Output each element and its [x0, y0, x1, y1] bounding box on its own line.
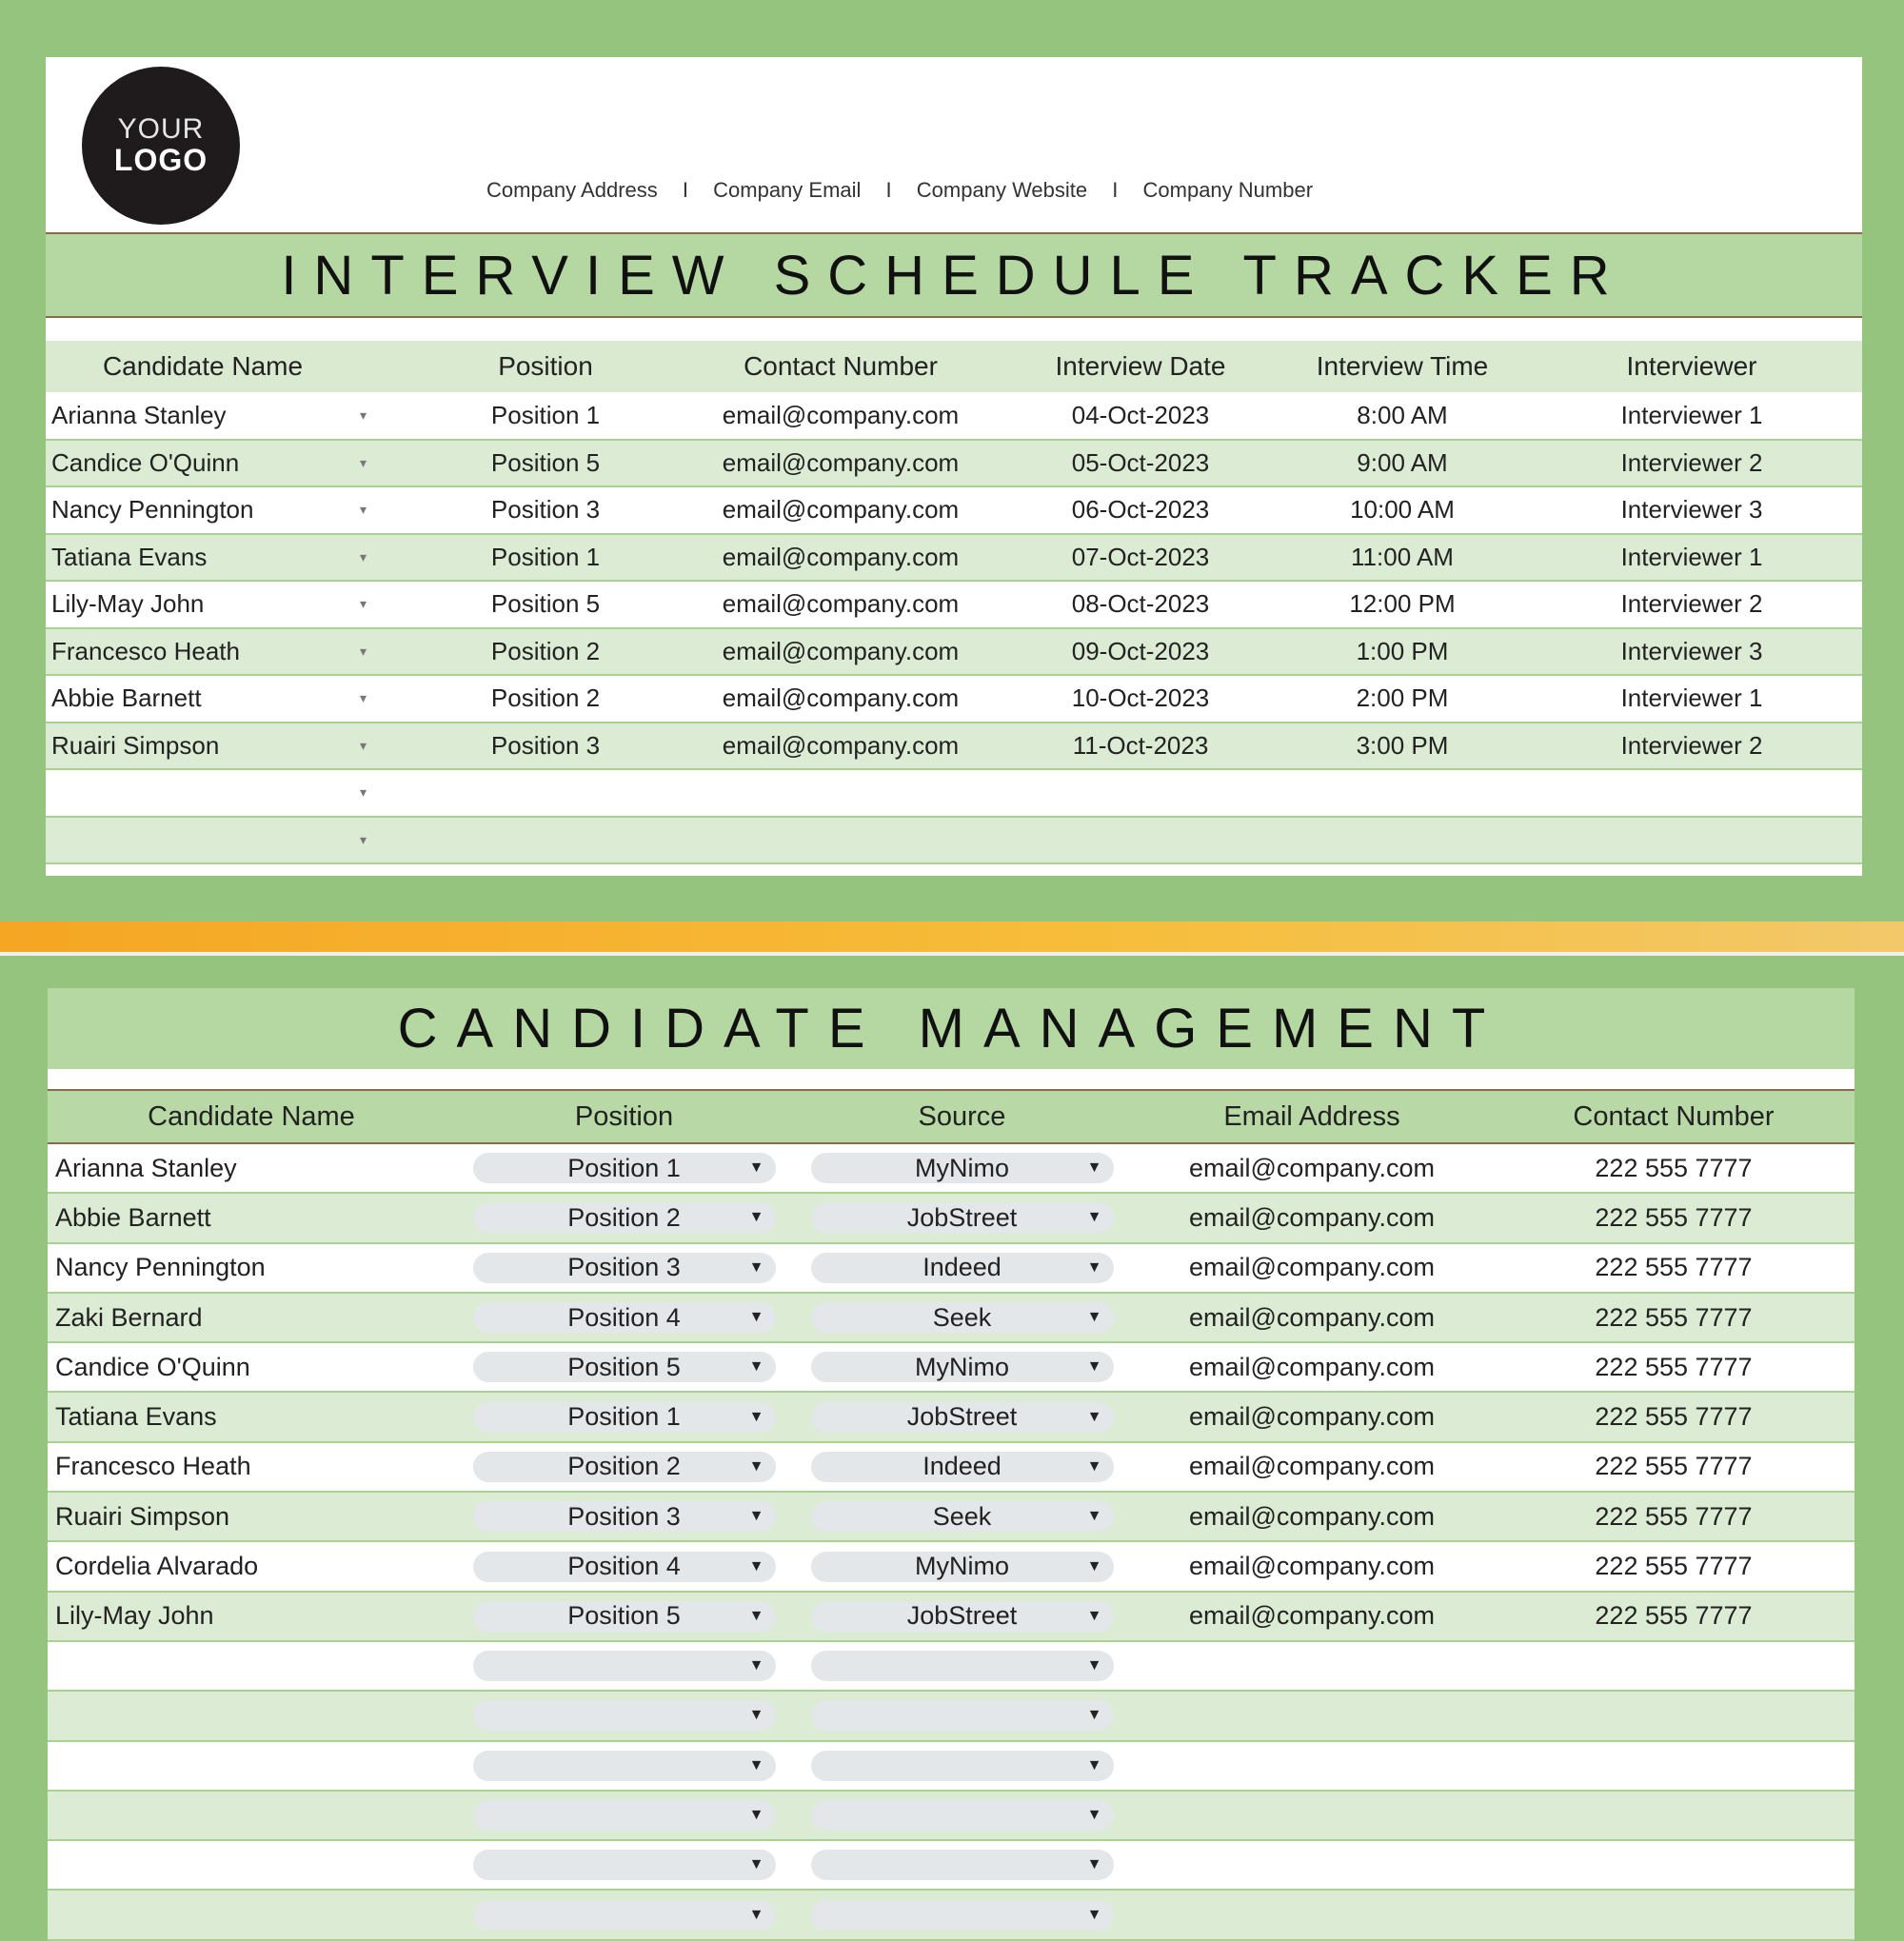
position-dropdown-value: Position 5	[567, 1352, 681, 1381]
candidate-row	[48, 1243, 1854, 1293]
position-dropdown[interactable]	[473, 1501, 776, 1532]
candidate-cell-email[interactable]: email@company.com	[1131, 1442, 1493, 1492]
candidate-cell-email[interactable]: email@company.com	[1131, 1392, 1493, 1441]
interview-cell-time[interactable]: 2:00 PM	[1283, 675, 1521, 723]
interview-cell-interviewer[interactable]: Interviewer 2	[1521, 440, 1862, 487]
interview-cell-position[interactable]	[407, 817, 684, 864]
interview-cell-candidate-name[interactable]: Tatiana Evans	[46, 534, 360, 582]
candidate-cell-position-dropdown	[455, 1342, 793, 1392]
candidate-cell-source-dropdown	[793, 1840, 1131, 1890]
candidate-table	[48, 1089, 1854, 1941]
source-dropdown[interactable]	[811, 1352, 1114, 1382]
candidate-cell-position-dropdown	[455, 1143, 793, 1193]
chevron-down-icon[interactable]: ▼	[748, 1607, 764, 1624]
candidate-cell-position-dropdown	[455, 1890, 793, 1939]
position-dropdown-value: Position 4	[567, 1552, 681, 1581]
candidate-cell-position-dropdown	[455, 1840, 793, 1890]
source-dropdown-value: JobStreet	[906, 1402, 1018, 1432]
candidate-row	[48, 1342, 1854, 1392]
header-email-address: Email Address	[1131, 1090, 1493, 1143]
interview-cell-candidate-name[interactable]: Lily-May John	[46, 581, 360, 628]
candidate-cell-name[interactable]: Ruairi Simpson	[48, 1492, 455, 1541]
candidate-row	[48, 1741, 1854, 1791]
position-dropdown-value: Position 2	[567, 1452, 681, 1481]
candidate-title: CANDIDATE MANAGEMENT	[397, 998, 1505, 1060]
spacer	[46, 318, 1862, 341]
company-address: Company Address	[486, 178, 658, 202]
candidate-cell-name[interactable]	[48, 1641, 455, 1691]
position-dropdown-value: Position 3	[567, 1253, 681, 1282]
candidate-cell-contact-number[interactable]: 222 555 7777	[1493, 1442, 1854, 1492]
interview-cell-time[interactable]: 12:00 PM	[1283, 581, 1521, 628]
interview-cell-date[interactable]: 08-Oct-2023	[998, 581, 1283, 628]
candidate-cell-email[interactable]	[1131, 1791, 1493, 1840]
header-contact-number: Contact Number	[684, 341, 998, 392]
position-dropdown[interactable]	[473, 1352, 776, 1382]
chevron-down-icon[interactable]: ▼	[1086, 1657, 1102, 1674]
interview-cell-interviewer[interactable]: Interviewer 1	[1521, 675, 1862, 723]
candidate-cell-email[interactable]	[1131, 1890, 1493, 1939]
candidate-cell-name[interactable]: Cordelia Alvarado	[48, 1541, 455, 1591]
chevron-down-icon[interactable]: ▼	[1086, 1209, 1102, 1226]
interview-cell-contact[interactable]: email@company.com	[684, 581, 998, 628]
dropdown-arrow-icon[interactable]: ▾	[360, 392, 407, 440]
source-dropdown-value: JobStreet	[906, 1601, 1018, 1631]
candidate-cell-name[interactable]	[48, 1840, 455, 1890]
candidate-cell-contact-number[interactable]: 222 555 7777	[1493, 1293, 1854, 1342]
candidate-cell-email[interactable]: email@company.com	[1131, 1541, 1493, 1591]
chevron-down-icon[interactable]: ▼	[1086, 1707, 1102, 1724]
source-dropdown[interactable]	[811, 1651, 1114, 1681]
interview-cell-interviewer[interactable]: Interviewer 3	[1521, 486, 1862, 534]
candidate-cell-source-dropdown	[793, 1641, 1131, 1691]
logo-text-logo: LOGO	[113, 142, 208, 177]
position-dropdown[interactable]	[473, 1253, 776, 1283]
company-contact-line	[486, 178, 1313, 203]
candidate-cell-email[interactable]: email@company.com	[1131, 1592, 1493, 1641]
interview-cell-time[interactable]: 11:00 AM	[1283, 534, 1521, 582]
dropdown-arrow-icon[interactable]: ▾	[360, 440, 407, 487]
interview-row	[46, 675, 1862, 723]
dropdown-arrow-icon[interactable]: ▾	[360, 534, 407, 582]
interview-cell-date[interactable]: 11-Oct-2023	[998, 723, 1283, 770]
interview-cell-candidate-name[interactable]: Arianna Stanley	[46, 392, 360, 440]
interview-row	[46, 817, 1862, 864]
candidate-cell-position-dropdown	[455, 1492, 793, 1541]
candidate-cell-position-dropdown	[455, 1293, 793, 1342]
interview-cell-date[interactable]: 07-Oct-2023	[998, 534, 1283, 582]
interview-cell-interviewer[interactable]: Interviewer 1	[1521, 392, 1862, 440]
candidate-row	[48, 1592, 1854, 1641]
source-dropdown[interactable]	[811, 1153, 1114, 1183]
chevron-down-icon[interactable]: ▼	[1086, 1358, 1102, 1376]
candidate-cell-name[interactable]: Nancy Pennington	[48, 1243, 455, 1293]
interview-cell-interviewer[interactable]: Interviewer 3	[1521, 628, 1862, 676]
candidate-row	[48, 1890, 1854, 1939]
interview-cell-contact[interactable]: email@company.com	[684, 675, 998, 723]
chevron-down-icon[interactable]: ▼	[748, 1508, 764, 1525]
interview-row	[46, 440, 1862, 487]
position-dropdown-value: Position 1	[567, 1153, 681, 1182]
position-dropdown[interactable]	[473, 1202, 776, 1233]
interview-cell-date[interactable]	[998, 817, 1283, 864]
interview-cell-candidate-name[interactable]: Candice O'Quinn	[46, 440, 360, 487]
interview-cell-time[interactable]: 8:00 AM	[1283, 392, 1521, 440]
candidate-cell-position-dropdown	[455, 1741, 793, 1791]
interview-cell-time[interactable]: 3:00 PM	[1283, 723, 1521, 770]
header-interview-time: Interview Time	[1283, 341, 1521, 392]
candidate-cell-email[interactable]	[1131, 1641, 1493, 1691]
candidate-row	[48, 1641, 1854, 1691]
candidate-cell-contact-number[interactable]: 222 555 7777	[1493, 1541, 1854, 1591]
position-dropdown[interactable]	[473, 1900, 776, 1931]
interview-cell-date[interactable]: 10-Oct-2023	[998, 675, 1283, 723]
dropdown-arrow-icon[interactable]: ▾	[360, 675, 407, 723]
chevron-down-icon[interactable]: ▼	[748, 1209, 764, 1226]
position-dropdown[interactable]	[473, 1700, 776, 1731]
header-interviewer: Interviewer	[1521, 341, 1862, 392]
company-logo	[82, 67, 240, 225]
candidate-cell-name[interactable]	[48, 1741, 455, 1791]
company-email: Company Email	[713, 178, 862, 202]
dropdown-arrow-icon[interactable]: ▾	[360, 769, 407, 817]
candidate-cell-source-dropdown	[793, 1741, 1131, 1791]
candidate-row	[48, 1442, 1854, 1492]
position-dropdown[interactable]	[473, 1552, 776, 1582]
source-dropdown[interactable]	[811, 1402, 1114, 1433]
candidate-cell-email[interactable]: email@company.com	[1131, 1342, 1493, 1392]
candidate-cell-name[interactable]: Tatiana Evans	[48, 1392, 455, 1441]
source-dropdown[interactable]	[811, 1800, 1114, 1831]
separator: I	[885, 178, 892, 202]
chevron-down-icon[interactable]: ▼	[748, 1159, 764, 1177]
candidate-cell-contact-number[interactable]	[1493, 1890, 1854, 1939]
candidate-cell-contact-number[interactable]	[1493, 1840, 1854, 1890]
candidate-header-row	[48, 1090, 1854, 1143]
candidate-cell-name[interactable]: Lily-May John	[48, 1592, 455, 1641]
position-dropdown[interactable]	[473, 1850, 776, 1880]
chevron-down-icon[interactable]: ▼	[748, 1457, 764, 1475]
position-dropdown[interactable]	[473, 1800, 776, 1831]
chevron-down-icon[interactable]: ▼	[1086, 1807, 1102, 1823]
chevron-down-icon[interactable]: ▼	[748, 1309, 764, 1326]
candidate-cell-contact-number[interactable]	[1493, 1641, 1854, 1691]
chevron-down-icon[interactable]: ▼	[1086, 1159, 1102, 1177]
spacer	[48, 1069, 1854, 1089]
candidate-cell-source-dropdown	[793, 1143, 1131, 1193]
source-dropdown[interactable]	[811, 1601, 1114, 1632]
candidate-cell-source-dropdown	[793, 1541, 1131, 1591]
position-dropdown-value: Position 5	[567, 1601, 681, 1631]
dropdown-arrow-icon[interactable]: ▾	[360, 486, 407, 534]
interview-cell-date[interactable]: 09-Oct-2023	[998, 628, 1283, 676]
candidate-cell-contact-number[interactable]: 222 555 7777	[1493, 1492, 1854, 1541]
interview-cell-position[interactable]: Position 3	[407, 723, 684, 770]
source-dropdown[interactable]	[811, 1700, 1114, 1731]
dropdown-arrow-icon[interactable]: ▾	[360, 723, 407, 770]
chevron-down-icon[interactable]: ▼	[1086, 1309, 1102, 1326]
position-dropdown[interactable]	[473, 1751, 776, 1781]
interview-cell-candidate-name[interactable]: Francesco Heath	[46, 628, 360, 676]
chevron-down-icon[interactable]: ▼	[1086, 1906, 1102, 1923]
interview-cell-position[interactable]: Position 2	[407, 675, 684, 723]
interview-cell-interviewer[interactable]: Interviewer 2	[1521, 581, 1862, 628]
candidate-cell-contact-number[interactable]	[1493, 1691, 1854, 1740]
position-dropdown-value: Position 4	[567, 1302, 681, 1332]
chevron-down-icon[interactable]: ▼	[748, 1906, 764, 1923]
interview-cell-time[interactable]	[1283, 769, 1521, 817]
dropdown-arrow-icon[interactable]: ▾	[360, 581, 407, 628]
interview-cell-candidate-name[interactable]: Nancy Pennington	[46, 486, 360, 534]
position-dropdown[interactable]	[473, 1402, 776, 1433]
position-dropdown[interactable]	[473, 1651, 776, 1681]
source-dropdown-value: Indeed	[922, 1253, 1002, 1282]
chevron-down-icon[interactable]: ▼	[748, 1258, 764, 1276]
separator: I	[1112, 178, 1119, 202]
candidate-cell-position-dropdown	[455, 1243, 793, 1293]
source-dropdown-value: JobStreet	[906, 1202, 1018, 1232]
candidate-cell-contact-number[interactable]: 222 555 7777	[1493, 1143, 1854, 1193]
candidate-management-panel	[48, 988, 1854, 1923]
source-dropdown-value: Seek	[932, 1501, 992, 1531]
position-dropdown-value: Position 3	[567, 1501, 681, 1531]
candidate-cell-source-dropdown	[793, 1890, 1131, 1939]
candidate-cell-name[interactable]: Arianna Stanley	[48, 1143, 455, 1193]
interview-header-row	[46, 341, 1862, 392]
interview-cell-contact[interactable]: email@company.com	[684, 534, 998, 582]
source-dropdown[interactable]	[811, 1302, 1114, 1333]
interview-row	[46, 534, 1862, 582]
candidate-row	[48, 1492, 1854, 1541]
section-divider	[0, 921, 1904, 954]
interview-schedule-panel	[46, 57, 1862, 876]
position-dropdown-value: Position 1	[567, 1402, 681, 1432]
header-interview-date: Interview Date	[998, 341, 1283, 392]
candidate-cell-name[interactable]	[48, 1791, 455, 1840]
candidate-row	[48, 1791, 1854, 1840]
candidate-cell-source-dropdown	[793, 1592, 1131, 1641]
interview-cell-date[interactable]	[998, 769, 1283, 817]
candidate-row	[48, 1293, 1854, 1342]
source-dropdown-value: Indeed	[922, 1452, 1002, 1481]
candidate-cell-source-dropdown	[793, 1392, 1131, 1441]
interview-cell-contact[interactable]: email@company.com	[684, 440, 998, 487]
candidate-cell-position-dropdown	[455, 1791, 793, 1840]
interview-row	[46, 723, 1862, 770]
chevron-down-icon[interactable]: ▼	[748, 1408, 764, 1425]
interview-cell-position[interactable]: Position 2	[407, 628, 684, 676]
candidate-cell-name[interactable]: Candice O'Quinn	[48, 1342, 455, 1392]
interview-cell-time[interactable]	[1283, 817, 1521, 864]
interview-cell-candidate-name[interactable]	[46, 817, 360, 864]
candidate-cell-name[interactable]: Francesco Heath	[48, 1442, 455, 1492]
company-header	[46, 57, 1862, 234]
interview-cell-candidate-name[interactable]: Ruairi Simpson	[46, 723, 360, 770]
header-position: Position	[407, 341, 684, 392]
interview-row	[46, 486, 1862, 534]
candidate-cell-position-dropdown	[455, 1193, 793, 1242]
interview-cell-time[interactable]: 10:00 AM	[1283, 486, 1521, 534]
candidate-cell-source-dropdown	[793, 1791, 1131, 1840]
candidate-cell-email[interactable]: email@company.com	[1131, 1293, 1493, 1342]
interview-cell-contact[interactable]	[684, 769, 998, 817]
interview-cell-interviewer[interactable]	[1521, 769, 1862, 817]
candidate-cell-contact-number[interactable]: 222 555 7777	[1493, 1592, 1854, 1641]
interview-cell-date[interactable]: 06-Oct-2023	[998, 486, 1283, 534]
interview-cell-date[interactable]: 05-Oct-2023	[998, 440, 1283, 487]
candidate-cell-name[interactable]	[48, 1890, 455, 1939]
interview-cell-position[interactable]: Position 1	[407, 392, 684, 440]
source-dropdown[interactable]	[811, 1552, 1114, 1582]
candidate-cell-position-dropdown	[455, 1641, 793, 1691]
chevron-down-icon[interactable]: ▼	[1086, 1508, 1102, 1525]
interview-table	[46, 341, 1862, 864]
candidate-row	[48, 1691, 1854, 1740]
candidate-cell-contact-number[interactable]: 222 555 7777	[1493, 1243, 1854, 1293]
chevron-down-icon[interactable]: ▼	[748, 1657, 764, 1674]
chevron-down-icon[interactable]: ▼	[748, 1358, 764, 1376]
position-dropdown[interactable]	[473, 1452, 776, 1482]
position-dropdown-value: Position 2	[567, 1202, 681, 1232]
candidate-row	[48, 1193, 1854, 1242]
source-dropdown[interactable]	[811, 1850, 1114, 1880]
candidate-cell-contact-number[interactable]: 222 555 7777	[1493, 1342, 1854, 1392]
candidate-cell-source-dropdown	[793, 1243, 1131, 1293]
source-dropdown-value: Seek	[932, 1302, 992, 1332]
interview-cell-position[interactable]: Position 3	[407, 486, 684, 534]
interview-title-bar	[46, 234, 1862, 318]
interview-cell-interviewer[interactable]: Interviewer 1	[1521, 534, 1862, 582]
candidate-cell-email[interactable]	[1131, 1840, 1493, 1890]
interview-cell-time[interactable]: 9:00 AM	[1283, 440, 1521, 487]
chevron-down-icon[interactable]: ▼	[1086, 1607, 1102, 1624]
candidate-cell-email[interactable]	[1131, 1741, 1493, 1791]
candidate-cell-source-dropdown	[793, 1691, 1131, 1740]
candidate-cell-source-dropdown	[793, 1193, 1131, 1242]
source-dropdown[interactable]	[811, 1202, 1114, 1233]
dropdown-arrow-icon[interactable]: ▾	[360, 628, 407, 676]
company-website: Company Website	[916, 178, 1088, 202]
interview-cell-contact[interactable]: email@company.com	[684, 723, 998, 770]
divider-line	[0, 952, 1904, 956]
candidate-cell-position-dropdown	[455, 1541, 793, 1591]
candidate-cell-contact-number[interactable]: 222 555 7777	[1493, 1392, 1854, 1441]
separator: I	[682, 178, 689, 202]
header-source: Source	[793, 1090, 1131, 1143]
interview-cell-position[interactable]: Position 5	[407, 440, 684, 487]
interview-cell-contact[interactable]	[684, 817, 998, 864]
candidate-cell-source-dropdown	[793, 1342, 1131, 1392]
candidate-cell-name[interactable]: Zaki Bernard	[48, 1293, 455, 1342]
interview-cell-candidate-name[interactable]: Abbie Barnett	[46, 675, 360, 723]
interview-cell-position[interactable]: Position 1	[407, 534, 684, 582]
chevron-down-icon[interactable]: ▼	[1086, 1856, 1102, 1873]
source-dropdown[interactable]	[811, 1452, 1114, 1482]
interview-row	[46, 581, 1862, 628]
logo-text-your: YOUR	[117, 113, 205, 146]
candidate-cell-contact-number[interactable]	[1493, 1791, 1854, 1840]
chevron-down-icon[interactable]: ▼	[748, 1856, 764, 1873]
candidate-title-bar	[48, 988, 1854, 1069]
candidate-cell-contact-number[interactable]: 222 555 7777	[1493, 1193, 1854, 1242]
candidate-row	[48, 1392, 1854, 1441]
candidate-cell-position-dropdown	[455, 1392, 793, 1441]
candidate-cell-email[interactable]: email@company.com	[1131, 1492, 1493, 1541]
header-candidate-name: Candidate Name	[48, 1090, 455, 1143]
candidate-cell-email[interactable]: email@company.com	[1131, 1193, 1493, 1242]
source-dropdown-value: MyNimo	[915, 1552, 1009, 1581]
interview-cell-position[interactable]	[407, 769, 684, 817]
source-dropdown[interactable]	[811, 1501, 1114, 1532]
candidate-cell-source-dropdown	[793, 1492, 1131, 1541]
company-number: Company Number	[1142, 178, 1314, 202]
candidate-cell-source-dropdown	[793, 1293, 1131, 1342]
interview-cell-interviewer[interactable]	[1521, 817, 1862, 864]
interview-title: INTERVIEW SCHEDULE TRACKER	[281, 244, 1627, 307]
source-dropdown-value: MyNimo	[915, 1153, 1009, 1182]
header-candidate-name: Candidate Name	[46, 341, 360, 392]
chevron-down-icon[interactable]: ▼	[1086, 1457, 1102, 1475]
candidate-cell-email[interactable]: email@company.com	[1131, 1143, 1493, 1193]
chevron-down-icon[interactable]: ▼	[1086, 1408, 1102, 1425]
candidate-cell-position-dropdown	[455, 1442, 793, 1492]
chevron-down-icon[interactable]: ▼	[1086, 1756, 1102, 1773]
dropdown-arrow-icon[interactable]: ▾	[360, 817, 407, 864]
candidate-cell-name[interactable]	[48, 1691, 455, 1740]
interview-row	[46, 392, 1862, 440]
header-contact-number: Contact Number	[1493, 1090, 1854, 1143]
interview-row	[46, 769, 1862, 817]
chevron-down-icon[interactable]: ▼	[1086, 1258, 1102, 1276]
chevron-down-icon[interactable]: ▼	[748, 1707, 764, 1724]
source-dropdown-value: MyNimo	[915, 1352, 1009, 1381]
candidate-cell-position-dropdown	[455, 1592, 793, 1641]
candidate-cell-name[interactable]: Abbie Barnett	[48, 1193, 455, 1242]
header-position: Position	[455, 1090, 793, 1143]
candidate-row	[48, 1541, 1854, 1591]
source-dropdown[interactable]	[811, 1900, 1114, 1931]
position-dropdown[interactable]	[473, 1302, 776, 1333]
header-spacer	[360, 341, 407, 392]
interview-cell-position[interactable]: Position 5	[407, 581, 684, 628]
interview-cell-contact[interactable]: email@company.com	[684, 628, 998, 676]
interview-cell-contact[interactable]: email@company.com	[684, 392, 998, 440]
candidate-cell-email[interactable]	[1131, 1691, 1493, 1740]
interview-cell-interviewer[interactable]: Interviewer 2	[1521, 723, 1862, 770]
position-dropdown[interactable]	[473, 1153, 776, 1183]
chevron-down-icon[interactable]: ▼	[748, 1807, 764, 1823]
candidate-cell-source-dropdown	[793, 1442, 1131, 1492]
chevron-down-icon[interactable]: ▼	[748, 1557, 764, 1575]
position-dropdown[interactable]	[473, 1601, 776, 1632]
interview-cell-time[interactable]: 1:00 PM	[1283, 628, 1521, 676]
source-dropdown[interactable]	[811, 1253, 1114, 1283]
source-dropdown[interactable]	[811, 1751, 1114, 1781]
chevron-down-icon[interactable]: ▼	[748, 1756, 764, 1773]
candidate-row	[48, 1840, 1854, 1890]
interview-cell-candidate-name[interactable]	[46, 769, 360, 817]
candidate-cell-contact-number[interactable]	[1493, 1741, 1854, 1791]
candidate-row	[48, 1143, 1854, 1193]
candidate-cell-email[interactable]: email@company.com	[1131, 1243, 1493, 1293]
interview-row	[46, 628, 1862, 676]
chevron-down-icon[interactable]: ▼	[1086, 1557, 1102, 1575]
interview-cell-date[interactable]: 04-Oct-2023	[998, 392, 1283, 440]
candidate-cell-position-dropdown	[455, 1691, 793, 1740]
interview-cell-contact[interactable]: email@company.com	[684, 486, 998, 534]
